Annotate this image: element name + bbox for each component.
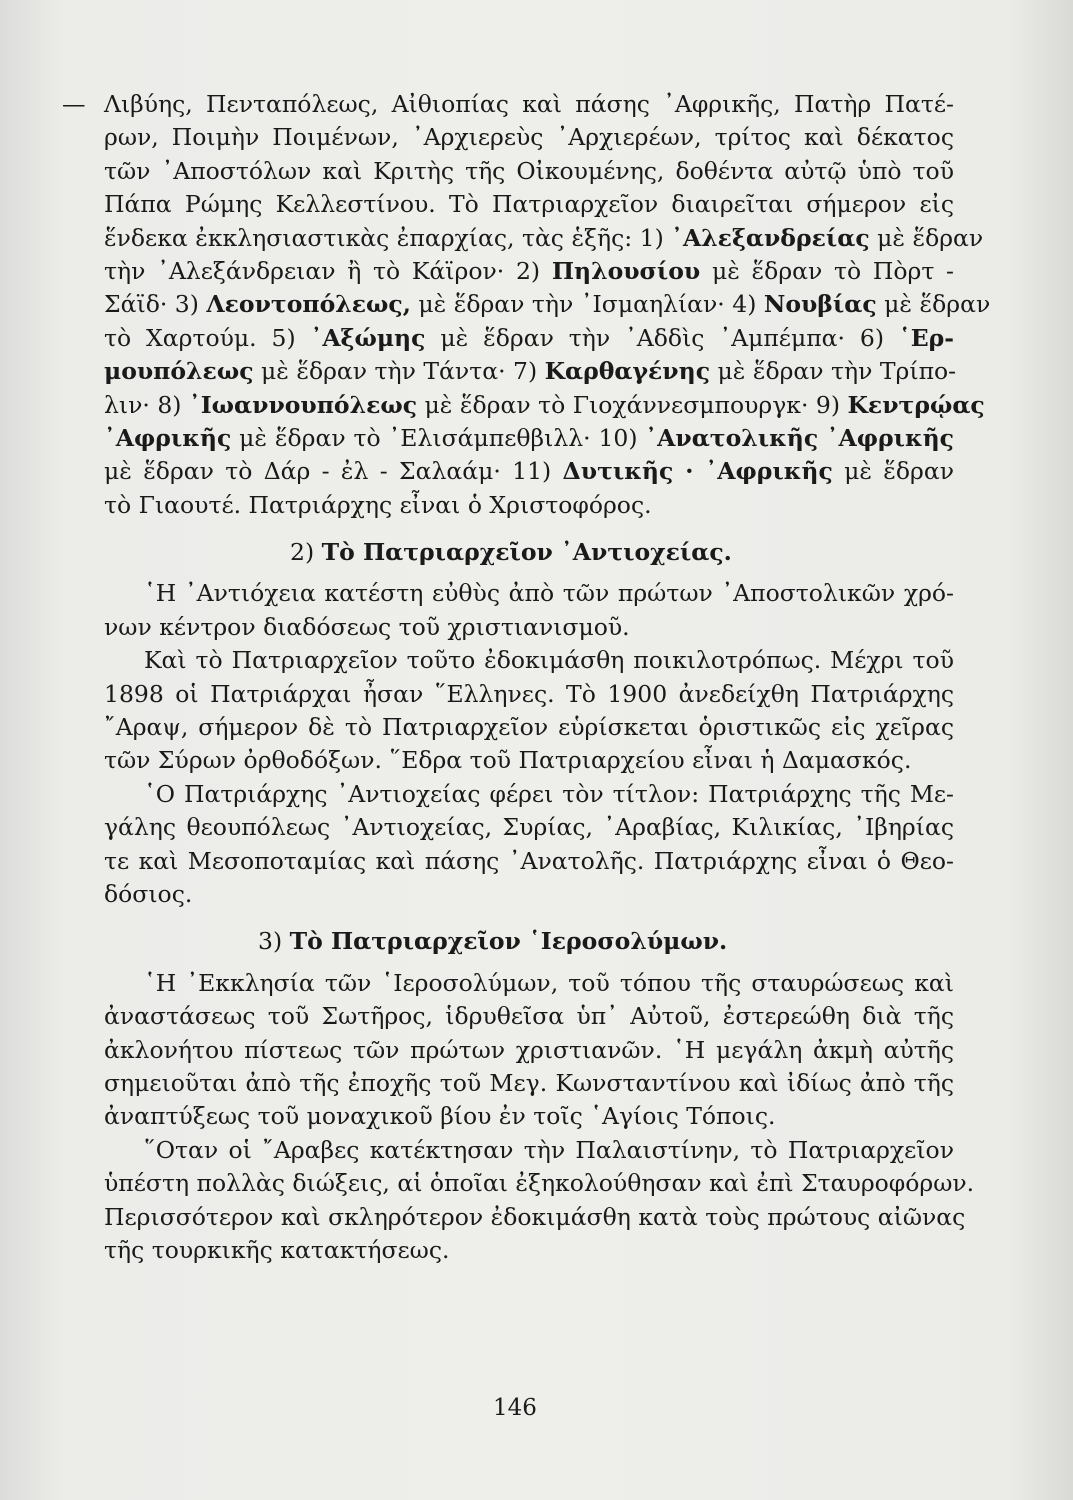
text-segment: τὸ Γιαουτέ. Πατριάρχης εἶναι ὁ Χριστοφόρος. <box>104 490 652 519</box>
bold-term: ᾿Αξώμης <box>310 323 426 352</box>
text-line: ῾Η ᾿Εκκλησία τῶν ῾Ιεροσολύμων, τοῦ τόπου τῆς σταυρώσεως καὶ <box>144 968 954 997</box>
text-line: ὑπέστη πολλὰς διώξεις, αἱ ὁποῖαι ἐξηκολούθησαν καὶ ἐπὶ Σταυροφόρων. <box>104 1169 975 1198</box>
bold-term: Λεοντοπόλεως, <box>206 290 411 319</box>
text-line <box>104 188 954 221</box>
text-line: τῶν Σύρων ὀρθοδόξων. ῞Εδρα τοῦ Πατριαρχείου εἶναι ἡ Δαμασκός. <box>104 746 912 775</box>
text-segment: μὲ ἕδραν τὴν Τρίπο- <box>710 357 957 386</box>
text-line <box>104 355 957 388</box>
text-segment: Σάϊδ· 3) <box>104 290 207 319</box>
paragraph-antioch-history <box>104 644 954 778</box>
text-line: Περισσότερον καὶ σκληρότερον ἐδοκιμάσθη κατὰ τοὺς πρώτους αἰῶνας <box>104 1202 966 1231</box>
text-segment: ρων, Ποιμὴν Ποιμένων, ᾿Αρχιερεὺς ᾿Αρχιερέων, τρίτος καὶ δέκατος <box>104 123 954 152</box>
paragraph-jerusalem-intro <box>104 967 954 1134</box>
heading-number: 3) <box>258 927 283 956</box>
text-segment: τῶν ᾿Αποστόλων καὶ Κριτὴς τῆς Οἰκουμένης, δοθέντα αὐτῷ ὑπὸ τοῦ <box>104 156 954 185</box>
text-line: ἀναστάσεως τοῦ Σωτῆρος, ἱδρυθεῖσα ὑπ᾿ Αὐτοῦ, ἐστερεώθη διὰ τῆς <box>104 1002 954 1031</box>
text-line: νων κέντρον διαδόσεως τοῦ χριστιανισμοῦ. <box>104 612 630 641</box>
text-segment: μὲ ἕδραν τὸ Πὸρτ - <box>700 256 955 285</box>
text-line <box>104 422 954 455</box>
bold-term: μουπόλεως <box>104 357 254 386</box>
text-line: Καὶ τὸ Πατριαρχεῖον τοῦτο ἐδοκιμάσθη ποικιλοτρόπως. Μέχρι τοῦ <box>144 646 954 675</box>
text-segment: τὸ Χαρτούμ. 5) <box>104 323 311 352</box>
text-line <box>104 155 954 188</box>
text-line: ἀκλονήτου πίστεως τῶν πρώτων χριστιανῶν. ῾Η μεγάλη ἀκμὴ αὐτῆς <box>104 1035 954 1064</box>
bold-term: Δυτικῆς · ᾿Αφρικῆς <box>562 457 833 486</box>
heading-title: Τὸ Πατριαρχεῖον ᾿Αντιοχείας. <box>321 538 732 567</box>
page-body <box>62 88 991 1267</box>
text-line: σημειοῦται ἀπὸ τῆς ἐποχῆς τοῦ Μεγ. Κωνσταντίνου καὶ ἰδίως ἀπὸ τῆς <box>104 1068 954 1097</box>
text-line: γάλης θεουπόλεως ᾿Αντιοχείας, Συρίας, ᾿Αραβίας, Κιλικίας, ᾿Ιβηρίας <box>104 813 954 842</box>
paragraph-antioch-intro <box>104 577 954 644</box>
text-line <box>104 389 985 422</box>
text-segment: μὲ ἕδραν <box>869 223 984 252</box>
paragraph-antioch-title <box>104 778 954 912</box>
paragraph-jerusalem-persecutions <box>104 1134 975 1268</box>
bold-term: ᾿Αλεξανδρείας <box>671 223 870 252</box>
text-segment: μὲ ἕδραν τὴν ᾿Ισμαηλίαν· 4) <box>410 290 764 319</box>
bold-term: Νουβίας <box>763 290 877 319</box>
bold-term: Καρθαγένης <box>544 357 711 386</box>
text-line <box>104 288 991 321</box>
text-line <box>104 455 954 488</box>
text-line: δόσιος. <box>104 879 193 908</box>
text-line: ῎Αραψ, σήμερον δὲ τὸ Πατριαρχεῖον εὑρίσκεται ὁριστικῶς εἰς χεῖρας <box>104 713 954 742</box>
text-line: ῞Οταν οἱ ῎Αραβες κατέκτησαν τὴν Παλαιστίνην, τὸ Πατριαρχεῖον <box>144 1135 954 1164</box>
text-line <box>104 222 984 255</box>
heading-number: 2) <box>290 538 315 567</box>
text-line: τε καὶ Μεσοποταμίας καὶ πάσης ᾿Ανατολῆς. Πατριάρχης εἶναι ὁ Θεο- <box>104 846 954 875</box>
text-segment: μὲ ἕδραν τὸ ᾿Ελισάμπεθβιλλ· 10) <box>231 423 646 452</box>
text-segment: Λιβύης, Πενταπόλεως, Αἰθιοπίας καὶ πάσης ᾿Αφρικῆς, Πατὴρ Πατέ- <box>104 90 954 118</box>
bold-term: ᾿Αφρικῆς <box>104 423 232 452</box>
text-line: ἀναπτύξεως τοῦ μοναχικοῦ βίου ἐν τοῖς ῾Αγίοις Τόποις. <box>104 1102 776 1131</box>
text-line: 1898 οἱ Πατριάρχαι ἦσαν ῞Ελληνες. Τὸ 1900 ἀνεδείχθη Πατριάρχης <box>104 679 954 708</box>
bold-term: Πηλουσίου <box>551 256 701 285</box>
text-segment: λιν· 8) <box>104 390 189 419</box>
page-number: 146 <box>493 1395 537 1421</box>
bold-term: Κεντρῴας <box>847 390 985 419</box>
text-line: ῾Η ᾿Αντιόχεια κατέστη εὐθὺς ἀπὸ τῶν πρώτων ᾿Αποστολικῶν χρό- <box>144 579 954 608</box>
text-line <box>104 255 954 288</box>
text-segment: μὲ ἕδραν τὴν Τάντα· 7) <box>253 357 545 386</box>
text-segment: τὴν ᾿Αλεξάνδρειαν ἢ τὸ Κάϊρον· 2) <box>104 256 552 285</box>
text-segment: μὲ ἕδραν τὸ Γιοχάννεσμπουργκ· 9) <box>417 390 848 419</box>
text-segment: Πάπα Ρώμης Κελλεστίνου. Τὸ Πατριαρχεῖον διαιρεῖται σήμερον εἰς <box>104 190 954 219</box>
text-line <box>104 88 954 121</box>
bold-term: ᾿Ανατολικῆς ᾿Αφρικῆς <box>645 423 954 452</box>
text-line <box>104 322 954 355</box>
text-line: ῾Ο Πατριάρχης ᾿Αντιοχείας φέρει τὸν τίτλον: Πατριάρχης τῆς Με- <box>144 779 954 808</box>
text-segment: μὲ ἕδραν τὸ Δάρ - ἐλ - Σαλαάμ· 11) <box>104 457 563 486</box>
paragraph-alexandria-provinces <box>104 88 991 522</box>
bold-term: ῾Ερ- <box>898 323 954 352</box>
text-line: τῆς τουρκικῆς κατακτήσεως. <box>104 1235 450 1264</box>
text-line <box>104 121 954 154</box>
section-heading-antioch <box>104 536 954 569</box>
text-segment: μὲ ἕδραν <box>876 290 991 319</box>
heading-title: Τὸ Πατριαρχεῖον ῾Ιεροσολύμων. <box>289 927 728 956</box>
section-heading-jerusalem <box>104 925 954 958</box>
text-segment: μὲ ἕδραν <box>832 457 955 486</box>
text-segment: ἕνδεκα ἐκκλησιαστικὰς ἐπαρχίας, τὰς ἑξῆς: 1) <box>104 223 672 252</box>
bold-term: ᾿Ιωαννουπόλεως <box>188 390 418 419</box>
leading-dash: — <box>62 90 86 118</box>
text-line <box>104 489 954 522</box>
text-segment: μὲ ἕδραν τὴν ᾿Αδδὶς ᾿Αμπέμπα· 6) <box>425 323 899 352</box>
